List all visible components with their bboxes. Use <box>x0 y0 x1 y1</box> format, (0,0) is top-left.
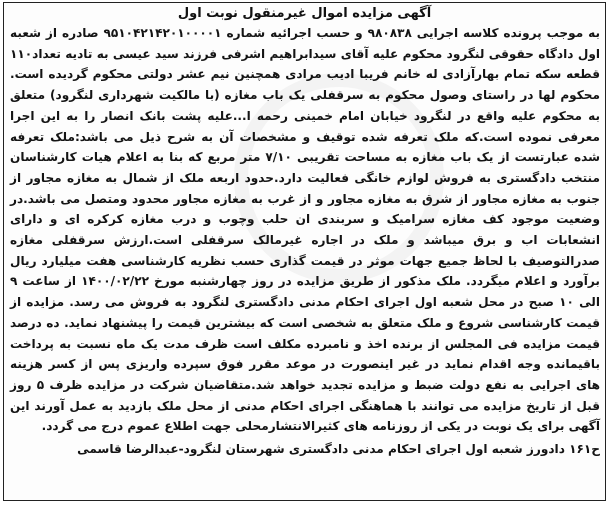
notice-body: به موجب پرونده کلاسه اجرایی ۹۸۰۸۳۸ و حسب اجرائیه شماره ۹۵۱۰۴۲۱۴۲۰۱۰۰۰۰۱ صادره از شعبه اول دادگاه حقوقی لنگرود محکوم علیه آقای سیدابراهیم اشرفی فرزند سید عیسی به تادیه تعداد۱۱۰ قطعه سکه تمام بهارآزادی له خانم فریبا ادیب مرادی همچنین نیم عشر دولتی محکوم گردیده است. محکوم لها در راستای وصول محکوم به سرقفلی یک باب مغازه (با مالکیت شهرداری لنگرود) متعلق به محکوم علیه واقع در لنگرود خیابان امام خمینی رحمه ا...علیه پشت بانک انصار را به این اجرا معرفی نموده است.که ملک تعرفه شده توقیف و مشخصات آن به شرح ذیل می باشد:ملک تعرفه شده عبارتست از یک باب مغازه به مساحت تقریبی ۷/۱۰ متر مربع که بنا به اعلام هیات کارشناسان منتخب دادگستری به فروش لوازم خانگی فعالیت دارد.حدود اربعه ملک از شمال به مغازه مجاور از جنوب به مغازه مجاور از شرق به مغازه مجاور و از غرب به مغازه مجاور محدود ومتصل می باشد.در وضعیت موجود کف مغازه سرامیک و سربندی ان حلب وچوب و درب مغازه کرکره ای و دارای انشعابات اب و برق میباشد و ملک در اجاره غیرمالک سرقفلی است.ارزش سرقفلی مغازه صدرالتوصیف با لحاظ جمیع جهات موثر در قیمت گذاری حسب نظریه کارشناسی هفت میلیارد ریال برآورد و اعلام میگردد. ملک مذکور از طریق مزایده در روز چهارشنبه مورخ ۱۴۰۰/۰۲/۲۲ از ساعت ۹ الی ۱۰ صبح در محل شعبه اول اجرای احکام مدنی دادگستری لنگرود به فروش می رسد. مزایده از قیمت کارشناسی شروع و ملک متعلق به شخصی است که بیشترین قیمت را پیشنهاد نماید. ده درصد قیمت مزایده فی المجلس از برنده اخذ و نامبرده مکلف است ظرف مدت یک ماه نسبت به پرداخت باقیمانده وجه اقدام نماید در غیر اینصورت در موعد مقرر فوق سپرده واریزی پس از کسر هزینه های اجرایی به نفع دولت ضبط و مزایده تجدید خواهد شد.متقاضیان شرکت در مزایده ظرف ۵ روز قبل از تاریخ مزایده می توانند با هماهنگی اجرای احکام مدنی از محل ملک بازدید به عمل آورند این آگهی برای یک نوبت در یکی از روزنامه های کثیرالانتشارمحلی جهت اطلاع عموم درج می گردد. <box>10 26 601 434</box>
auction-notice <box>3 2 606 501</box>
notice-title: آگهی مزایده اموال غیرمنقول نوبت اول <box>177 6 432 21</box>
notice-signature: ح۱۶۱ دادورز شعبه اول اجرای احکام مدنی دادگستری شهرستان لنگرود-عبدالرضا قاسمی <box>77 442 600 457</box>
